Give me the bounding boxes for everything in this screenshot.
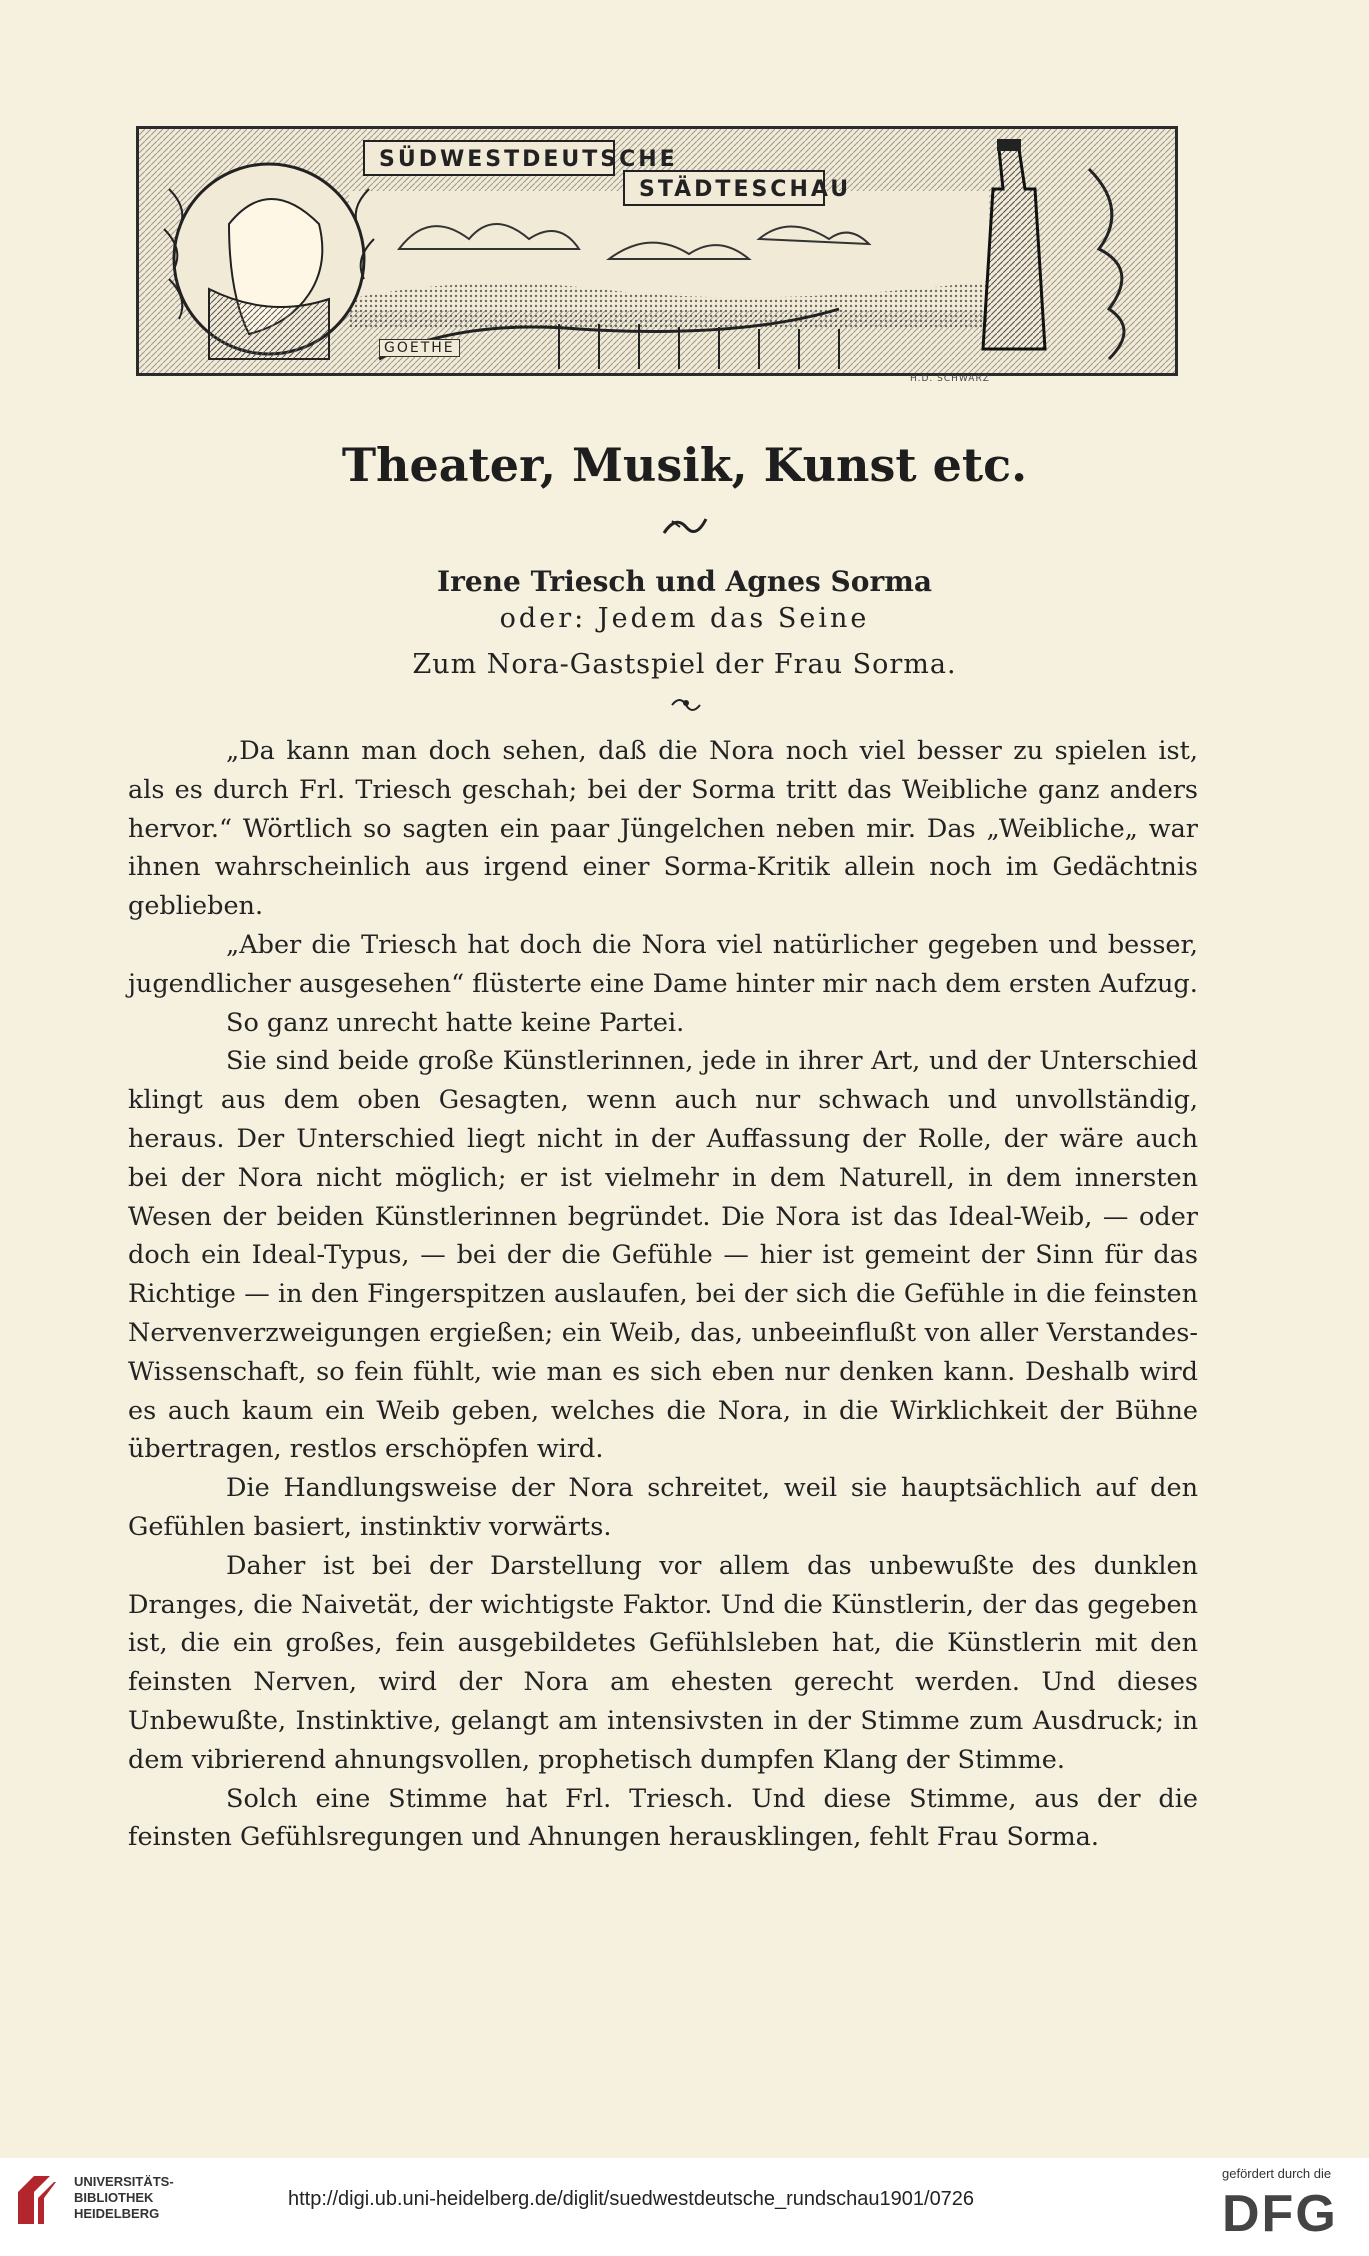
permalink-url[interactable]: http://digi.ub.uni-heidelberg.de/diglit/suedwestdeutsche_rundschau1901/0726 [288,2188,975,2210]
library-line: UNIVERSITÄTS- [74,2174,174,2189]
small-ornament [0,693,1369,719]
funding-text: gefördert durch die [1222,2166,1332,2181]
paragraph: „Da kann man doch sehen, daß die Nora noch viel besser zu spielen ist, als es durch Frl. Triesch geschah; bei der Sorma tritt das Weibliche ganz anders hervor.“ Wörtlich so sagten ein paar Jüngelchen neben mir. Das „Weibliche„ war ihnen wahrscheinlich aus irgend einer Sorma-Kritik allein noch im Gedächtnis geblieben. [128,736,1198,922]
library-line: BIBLIOTHEK [74,2190,154,2205]
university-library-logo [14,2172,60,2228]
section-title: Theater, Musik, Kunst etc. [341,438,1028,492]
paragraph: Solch eine Stimme hat Frl. Triesch. Und diese Stimme, aus der die feinsten Gefühlsregungen und Ahnungen herausklingen, fehlt Frau Sorma. [128,1783,1198,1853]
paragraph: Die Handlungsweise der Nora schreitet, weil sie hauptsächlich auf den Gefühlen basiert, instinktiv vorwärts. [128,1473,1198,1542]
paragraph: Sie sind beide große Künstlerinnen, jede in ihrer Art, und der Unterschied klingt aus dem oben Gesagten, wenn auch nur schwach und unvollständig, heraus. Der Unterschied liegt nicht in der Auffassung der Rolle, der wäre auch bei der Nora nicht möglich; er ist vielmehr in dem Naturell, in dem innersten Wesen der beiden Künstlerinnen begründet. Die Nora ist das Ideal-Weib, — oder doch ein Ideal-Typus, — bei der die Gefühle — hier ist gemeint der Sinn für das Richtige — in den Fingerspitzen auslaufen, bei der sich die Gefühle in die feinsten Nervenverzweigungen ergießen; ein Weib, das, unbeeinflußt von aller Verstandes-Wissenschaft, so fein fühlt, wie man es sich eben nur denken kann. Deshalb wird es auch kaum ein Weib geben, welches die Nora, in die Wirklichkeit der Bühne übertragen, restlos erschöpfen wird. [128,1046,1198,1465]
article-subtitle: oder: Jedem das Seine [499,603,870,634]
digitization-footer [0,2158,1369,2256]
article-dedication: Zum Nora-Gastspiel der Frau Sorma. [412,649,957,680]
article-title: Irene Triesch und Agnes Sorma [437,565,932,598]
ornament-divider [0,515,1369,543]
banner-title-line1: SÜDWESTDEUTSCHE [379,147,678,172]
header-illustration [136,126,1178,376]
portrait-label: GOETHE [379,339,460,357]
fleuron-icon [668,693,702,715]
paragraph: Daher ist bei der Darstellung vor allem das unbewußte des dunklen Dranges, die Naivetät, der wichtigste Faktor. Und die Künstlerin, der das gegeben ist, die ein großes, fein ausgebildetes Gefühlsleben hat, die Künstlerin mit den feinsten Nerven, wird der Nora am ehesten gerecht werden. Und dieses Unbewußte, Instinktive, gelangt am intensivsten in der Stimme zum Ausdruck; in dem vibrierend ahnungsvollen, prophetisch dumpfen Klang der Stimme. [128,1550,1198,1775]
paragraph: „Aber die Triesch hat doch die Nora viel natürlicher gegeben und besser, jugendlicher ausgesehen“ flüsterte eine Dame hinter mir nach dem ersten Aufzug. [128,929,1198,999]
artist-signature: H.D. SCHWARZ [910,374,990,384]
article-body [128,732,1198,1857]
library-name [74,2174,174,2222]
banner-title-line2: STÄDTESCHAU [639,177,852,202]
flourish-icon [660,515,710,539]
library-line: HEIDELBERG [74,2206,160,2221]
dfg-logo: DFG [1222,2185,1338,2243]
paragraph: So ganz unrecht hatte keine Partei. [226,1007,685,1038]
